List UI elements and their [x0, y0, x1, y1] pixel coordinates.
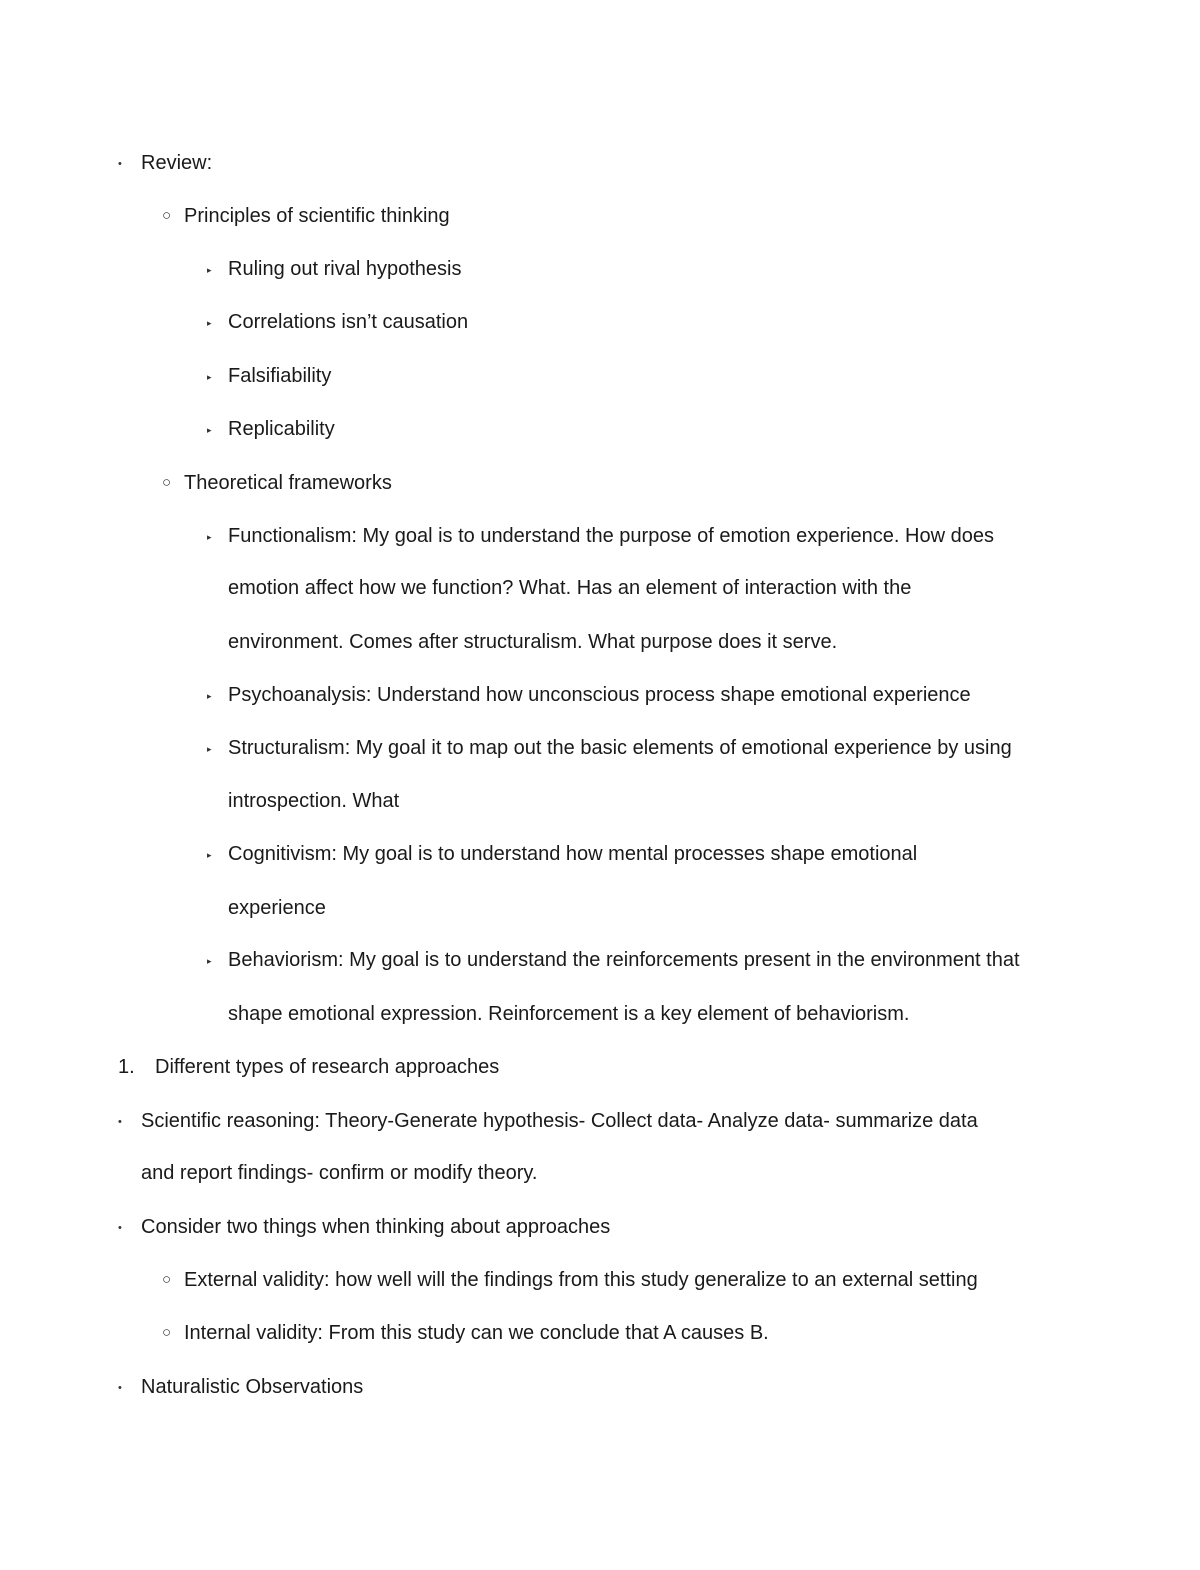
bullet-triangle-icon: ▸	[207, 425, 212, 435]
framework-cognitivism-line: experience	[228, 897, 326, 919]
framework-structuralism-line: Structuralism: My goal it to map out the basic elements of emotional experience by using	[228, 737, 1012, 759]
bullet-triangle-icon: ▸	[207, 318, 212, 328]
bullet-triangle-icon: ▸	[207, 850, 212, 860]
review-heading: Review:	[141, 152, 213, 174]
list-number: 1.	[118, 1056, 135, 1078]
bullet-triangle-icon: ▸	[207, 532, 212, 542]
framework-functionalism-line: emotion affect how we function? What. Has an element of interaction with the	[228, 577, 912, 599]
bullet-dot-icon: •	[118, 1382, 122, 1394]
bullet-dot-icon: •	[118, 158, 122, 170]
framework-functionalism-line: Functionalism: My goal is to understand the purpose of emotion experience. How does	[228, 525, 994, 547]
framework-structuralism-line: introspection. What	[228, 790, 400, 812]
framework-functionalism-line: environment. Comes after structuralism. What purpose does it serve.	[228, 631, 838, 653]
bullet-dot-icon: •	[118, 1222, 122, 1234]
bullet-dot-icon: •	[118, 1116, 122, 1128]
framework-cognitivism-line: Cognitivism: My goal is to understand how mental processes shape emotional	[228, 843, 918, 865]
bullet-triangle-icon: ▸	[207, 956, 212, 966]
bullet-circle-icon: ○	[162, 474, 172, 491]
bullet-circle-icon: ○	[162, 1324, 172, 1341]
bullet-triangle-icon: ▸	[207, 744, 212, 754]
research-approaches-heading: Different types of research approaches	[155, 1056, 500, 1078]
scientific-reasoning-line: Scientific reasoning: Theory-Generate hypothesis- Collect data- Analyze data- summarize data	[141, 1110, 978, 1132]
principle-item: Ruling out rival hypothesis	[228, 258, 462, 280]
bullet-triangle-icon: ▸	[207, 372, 212, 382]
framework-behaviorism-line: Behaviorism: My goal is to understand the reinforcements present in the environment that	[228, 949, 1020, 971]
bullet-triangle-icon: ▸	[207, 691, 212, 701]
frameworks-heading: Theoretical frameworks	[184, 472, 392, 494]
framework-psychoanalysis: Psychoanalysis: Understand how unconscious process shape emotional experience	[228, 684, 971, 706]
bullet-circle-icon: ○	[162, 207, 172, 224]
bullet-triangle-icon: ▸	[207, 265, 212, 275]
validity-item: Internal validity: From this study can we conclude that A causes B.	[184, 1322, 769, 1344]
principle-item: Falsifiability	[228, 365, 332, 387]
scientific-reasoning-line: and report findings- confirm or modify theory.	[141, 1162, 538, 1184]
principles-heading: Principles of scientific thinking	[184, 205, 450, 227]
framework-behaviorism-line: shape emotional expression. Reinforcement is a key element of behaviorism.	[228, 1003, 910, 1025]
consider-heading: Consider two things when thinking about approaches	[141, 1216, 611, 1238]
principle-item: Correlations isn’t causation	[228, 311, 469, 333]
principle-item: Replicability	[228, 418, 335, 440]
validity-item: External validity: how well will the findings from this study generalize to an external setting	[184, 1269, 978, 1291]
naturalistic-heading: Naturalistic Observations	[141, 1376, 364, 1398]
bullet-circle-icon: ○	[162, 1271, 172, 1288]
